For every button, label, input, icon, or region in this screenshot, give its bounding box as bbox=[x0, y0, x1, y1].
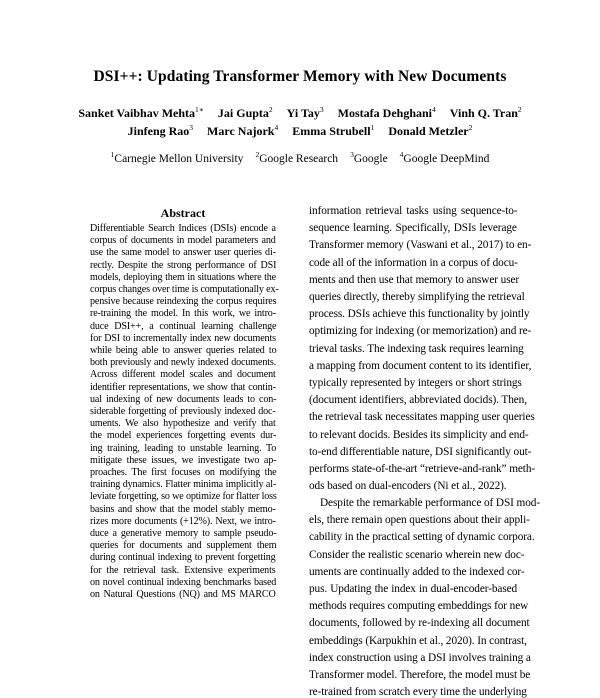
text-line: els, there remain open questions about their appli- bbox=[309, 514, 530, 527]
text-line: duce DSI++, a continual learning challenge bbox=[90, 320, 277, 332]
author-name: Donald Metzler$^2$ bbox=[388, 123, 473, 138]
text-line: Transformer memory (Vaswani et al., 2017) to en- bbox=[309, 239, 532, 252]
text-line: proaches. The first focuses on modifying the bbox=[90, 467, 277, 478]
text-line: Transformer model. Therefore, the model must be bbox=[309, 669, 531, 681]
text-line: pus. Updating the index in dual-encoder-based bbox=[309, 583, 518, 595]
author-affiliation-mark: 2 bbox=[268, 105, 273, 114]
text-line: process. DSIs achieve this functionality by jointly bbox=[309, 308, 530, 321]
text-line: leviate forgetting, so we optimize for flatter loss bbox=[90, 491, 277, 503]
author-list-row-2 bbox=[0, 123, 600, 139]
text-line: during continual indexing to prevent forgetting bbox=[90, 552, 276, 564]
text-line: re-training the model. In this work, we intro- bbox=[90, 308, 276, 320]
author-name: Emma Strubell$^1$ bbox=[292, 123, 375, 138]
text-line: queries directly, thereby simplifying the retrieval bbox=[309, 291, 525, 303]
author-affiliation-mark: 3 bbox=[319, 105, 324, 114]
text-line: sequence learning. Specifically, DSIs leverage bbox=[309, 222, 517, 235]
affiliations bbox=[0, 150, 600, 165]
text-line: while being able to answer queries related to bbox=[90, 345, 277, 356]
text-line: uments are continually added to the indexed cor- bbox=[309, 565, 525, 578]
text-line: Across different model scales and document bbox=[90, 369, 276, 381]
text-line: both previously and newly indexed documents. bbox=[90, 357, 277, 369]
text-line: cability in the practical setting of dynamic corpora. bbox=[309, 531, 535, 544]
text-line: uments. We also hypothesize and verify that bbox=[90, 418, 276, 430]
author-list-row-1 bbox=[0, 105, 600, 121]
text-line: code all of the information in a corpus of docu- bbox=[309, 256, 518, 269]
affiliation: $^2$Google Research bbox=[255, 150, 339, 165]
paper-title: DSI++: Updating Transformer Memory with New Documents bbox=[93, 68, 507, 85]
text-line: queries for documents and supplement them bbox=[90, 540, 277, 552]
text-line: (document identifiers, abbreviated docids). Then, bbox=[309, 394, 527, 407]
text-line: on novel continual indexing benchmarks based bbox=[90, 576, 277, 588]
author-name: Jai Gupta$^2$ bbox=[217, 105, 273, 120]
author-name: Marc Najork$^4$ bbox=[207, 123, 279, 138]
text-line: trieval tasks. The indexing task requires learning bbox=[309, 342, 524, 355]
author-name: Yi Tay$^3$ bbox=[286, 105, 324, 120]
author-name: Jinfeng Rao$^3$ bbox=[127, 123, 194, 138]
author-affiliation-mark: 1∗ bbox=[195, 105, 204, 114]
text-line: pensive because reindexing the corpus requires bbox=[90, 296, 277, 308]
text-line: identifier representations, we show that contin- bbox=[90, 381, 276, 393]
text-line: embeddings (Karpukhin et al., 2020). In contrast, bbox=[309, 634, 527, 647]
text-line: Consider the realistic scenario wherein new doc- bbox=[309, 548, 525, 561]
author-name: Mostafa Dehghani$^4$ bbox=[337, 105, 436, 120]
text-line: ing training, leading to unstable learning. To bbox=[90, 442, 277, 454]
text-line: to relevant docids. Besides its simplicity and end- bbox=[309, 428, 529, 441]
text-line: corpus of documents in model parameters and bbox=[90, 235, 276, 247]
text-line: the model experiences forgetting events dur- bbox=[90, 430, 277, 442]
text-line: siderable forgetting of previously indexed doc- bbox=[90, 406, 276, 417]
text-line: to-end differentiable nature, DSI significantly out- bbox=[309, 445, 532, 458]
affiliation: $^3$Google bbox=[350, 150, 388, 165]
text-line: information retrieval tasks using sequence-to- bbox=[309, 205, 518, 217]
text-line: performs state-of-the-art “retrieve-and-rank” meth- bbox=[309, 463, 536, 475]
text-line: use the same model to answer user queries di- bbox=[90, 247, 276, 259]
author-name: Vinh Q. Tran$^2$ bbox=[449, 105, 522, 120]
text-line: duce a generative memory to sample pseudo- bbox=[90, 528, 277, 539]
author-affiliation-mark: 2 bbox=[468, 123, 473, 132]
text-line: rizes more documents (+12%). Next, we intro- bbox=[90, 515, 276, 527]
author-name: Sanket Vaibhav Mehta$^{1∗}$ bbox=[78, 105, 204, 120]
text-line: documents, followed by re-indexing all document bbox=[309, 617, 530, 630]
author-affiliation-mark: 4 bbox=[432, 105, 436, 114]
text-line: Despite the remarkable performance of DSI mod- bbox=[320, 497, 540, 509]
text-line: index construction using a DSI involves training a bbox=[309, 651, 531, 664]
text-line: basins and show that the model stably memo- bbox=[90, 503, 276, 515]
text-line: for the retrieval task. Extensive experiments bbox=[90, 564, 276, 576]
text-line: ods based on dual-encoders (Ni et al., 2022). bbox=[309, 480, 507, 493]
text-line: rectly. Despite the strong performance of DSI bbox=[90, 259, 277, 271]
text-line: optimizing for indexing (or memorization) and re- bbox=[309, 325, 532, 338]
author-affiliation-mark: 4 bbox=[274, 123, 279, 132]
text-line: ual indexing of new documents leads to con- bbox=[90, 393, 277, 405]
text-line: corpus changes over time is computationally ex- bbox=[90, 284, 279, 295]
text-line: training dynamics. Flatter minima implicitly al- bbox=[90, 479, 277, 491]
text-line: Differentiable Search Indices (DSIs) encode a bbox=[90, 223, 276, 234]
text-line: models, deploying them in situations where the bbox=[90, 271, 277, 283]
text-line: mitigate these issues, we investigate two ap- bbox=[90, 454, 277, 466]
text-line: re-trained from scratch every time the underlying bbox=[309, 686, 527, 698]
author-affiliation-mark: 2 bbox=[517, 105, 522, 114]
abstract-heading: Abstract bbox=[160, 206, 206, 220]
text-line: on Natural Questions (NQ) and MS MARCO bbox=[90, 589, 276, 600]
text-line: a mapping from document content to its identifier, bbox=[309, 359, 532, 372]
text-line: typically represented by integers or short strings bbox=[309, 377, 522, 389]
text-line: for DSI to incrementally index new documents bbox=[90, 332, 276, 344]
text-line: methods requires computing embeddings for new bbox=[309, 600, 529, 613]
author-affiliation-mark: 1 bbox=[370, 123, 375, 132]
text-line: the retrieval task necessitates mapping user queries bbox=[309, 411, 535, 424]
affiliation: $^1$Carnegie Mellon University bbox=[110, 150, 244, 165]
affiliation: $^4$Google DeepMind bbox=[399, 150, 490, 165]
text-line: ments and then use that memory to answer user bbox=[309, 273, 520, 286]
author-affiliation-mark: 3 bbox=[189, 123, 194, 132]
